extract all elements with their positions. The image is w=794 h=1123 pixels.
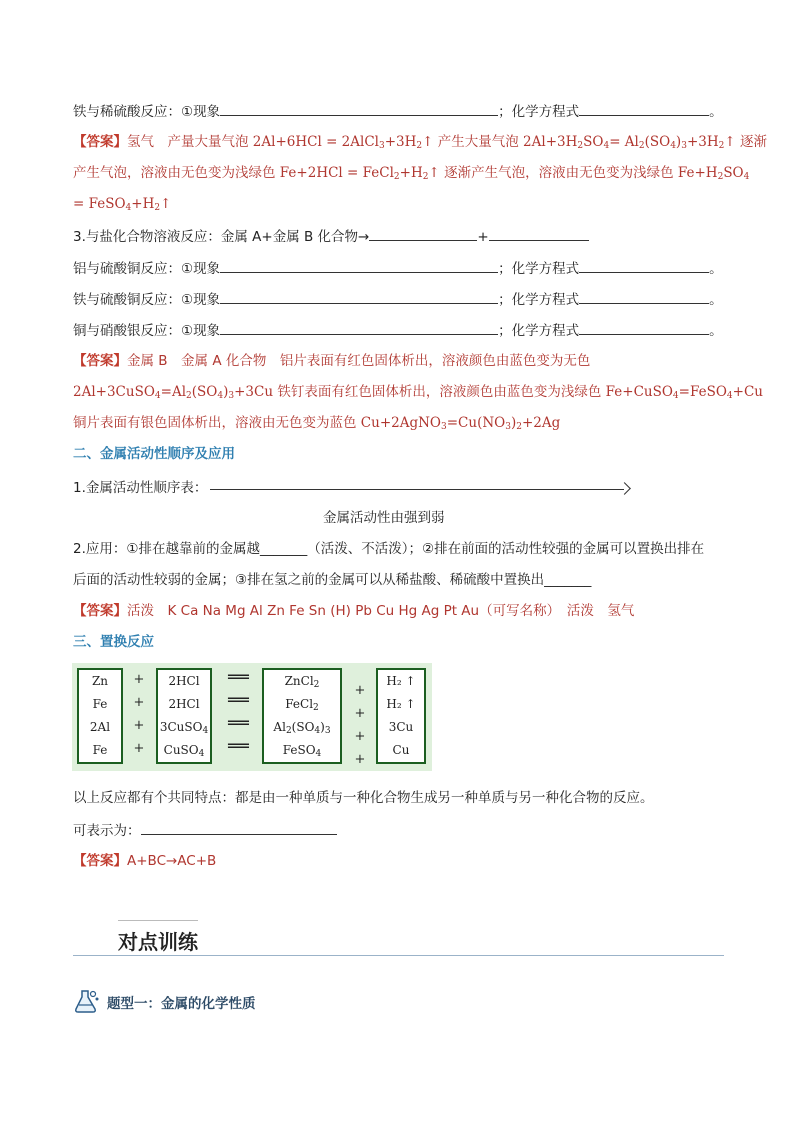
expression-blank[interactable] [141,820,337,835]
answer-block-2: 【答案】金属 B 金属 A 化合物 铝片表面有红色固体析出，溶液颜色由蓝色变为无色 [73,353,591,369]
flask-icon [73,988,101,1014]
reactant-metals: Zn Fe 2Al Fe [77,668,123,764]
plus-column-2: + + + + [354,683,366,767]
equation-blank[interactable] [579,289,709,304]
product-blank-2[interactable] [489,226,589,241]
application-line-2: 后面的活动性较弱的金属；③排在氢之前的金属可以从稀盐酸、稀硫酸中置换出_______ [73,572,592,588]
question-al-cuso4: 铝与硫酸铜反应：①现象 ；化学方程式 。 [73,258,723,279]
arrow-head-icon [618,482,631,495]
equation-blank[interactable] [579,320,709,335]
reaction-table [72,663,432,771]
equation-blank[interactable] [579,258,709,273]
answer-block-1-line3: = $FeSO_4+H_2↑$ [73,196,172,213]
phenomenon-blank[interactable] [220,101,498,116]
question-iron-dilute-sulfuric: 铁与稀硫酸反应：①现象 ；化学方程式 。 [73,101,723,122]
plus-column-1: + + + + [133,672,145,756]
phenomenon-blank[interactable] [220,320,498,335]
section-divider [73,955,724,956]
answer-block-2-line3: 铜片表面有银色固体析出，溶液由无色变为蓝色 $Cu+2AgNO_3=Cu(NO_3)_2+2Ag$ [73,415,561,432]
section-heading-activity-order: 二、金属活动性顺序及应用 [73,446,235,462]
product-compounds: ZnCl$_2$ FeCl$_2$ $Al_2(SO_4)_3$ FeSO$_4$ [262,668,342,764]
section-mark [118,920,198,921]
activity-order-caption: 金属活动性由强到弱 [323,510,445,526]
equals-column: ══ ══ ══ ══ [228,667,248,757]
answer-block-2-line2: $2Al+3CuSO_4=Al_2(SO_4)_3+3Cu$ 铁钉表面有红色固体析出，溶液颜色由蓝色变为浅绿色 Fe+CuSO$_4$=FeSO$_4$+Cu [73,384,763,401]
answer-block-1-line2: 产生气泡，溶液由无色变为浅绿色 $Fe+2HCl = FeCl_2+H_2↑$ 逐渐产生气泡，溶液由无色变为浅绿色 $Fe+H_2SO_4$ [73,165,750,182]
reactant-compounds: 2HCl 2HCl 3CuSO$_4$ CuSO$_4$ [156,668,212,764]
salt-reaction-intro: 3.与盐化合物溶液反应：金属 A+金属 B 化合物→ + [73,226,589,247]
common-feature-text: 以上反应都有个共同特点：都是由一种单质与一种化合物生成另一种单质与另一种化合物的反应。 [73,790,654,806]
answer-block-1: 【答案】氢气 产量大量气泡 $2Al+6HCl = 2AlCl_3+3H_2↑$ 产生大量气泡 $2Al+3H_2SO_4=$ $Al_2(SO_4)_3+3H_2↑$ 逐渐 [73,134,767,151]
equation-blank[interactable] [579,101,709,116]
activity-order-label: 1.金属活动性顺序表： [73,480,208,496]
practice-section-title: 对点训练 [118,930,198,954]
product-elements: H₂ ↑ H₂ ↑ 3Cu Cu [376,668,426,764]
phenomenon-blank[interactable] [220,289,498,304]
question-type-heading: 题型一：金属的化学性质 [107,996,256,1012]
section-heading-displacement: 三、置换反应 [73,634,154,650]
question-cu-agno3: 铜与硝酸银反应：①现象 ；化学方程式 。 [73,320,723,341]
application-line-1: 2.应用：①排在越靠前的金属越_______（活泼、不活泼）；②排在前面的活动性较强的金属可以置换出排在 [73,541,705,557]
question-fe-cuso4: 铁与硫酸铜反应：①现象 ；化学方程式 。 [73,289,723,310]
expression-line: 可表示为： [73,820,337,841]
phenomenon-blank[interactable] [220,258,498,273]
product-blank-1[interactable] [369,226,477,241]
activity-order-arrow [210,489,624,490]
answer-block-3: 【答案】活泼 K Ca Na Mg Al Zn Fe Sn (H) Pb Cu Hg Ag Pt Au（可写名称） 活泼 氢气 [73,603,635,619]
answer-block-4: 【答案】A+BC→AC+B [73,853,217,869]
